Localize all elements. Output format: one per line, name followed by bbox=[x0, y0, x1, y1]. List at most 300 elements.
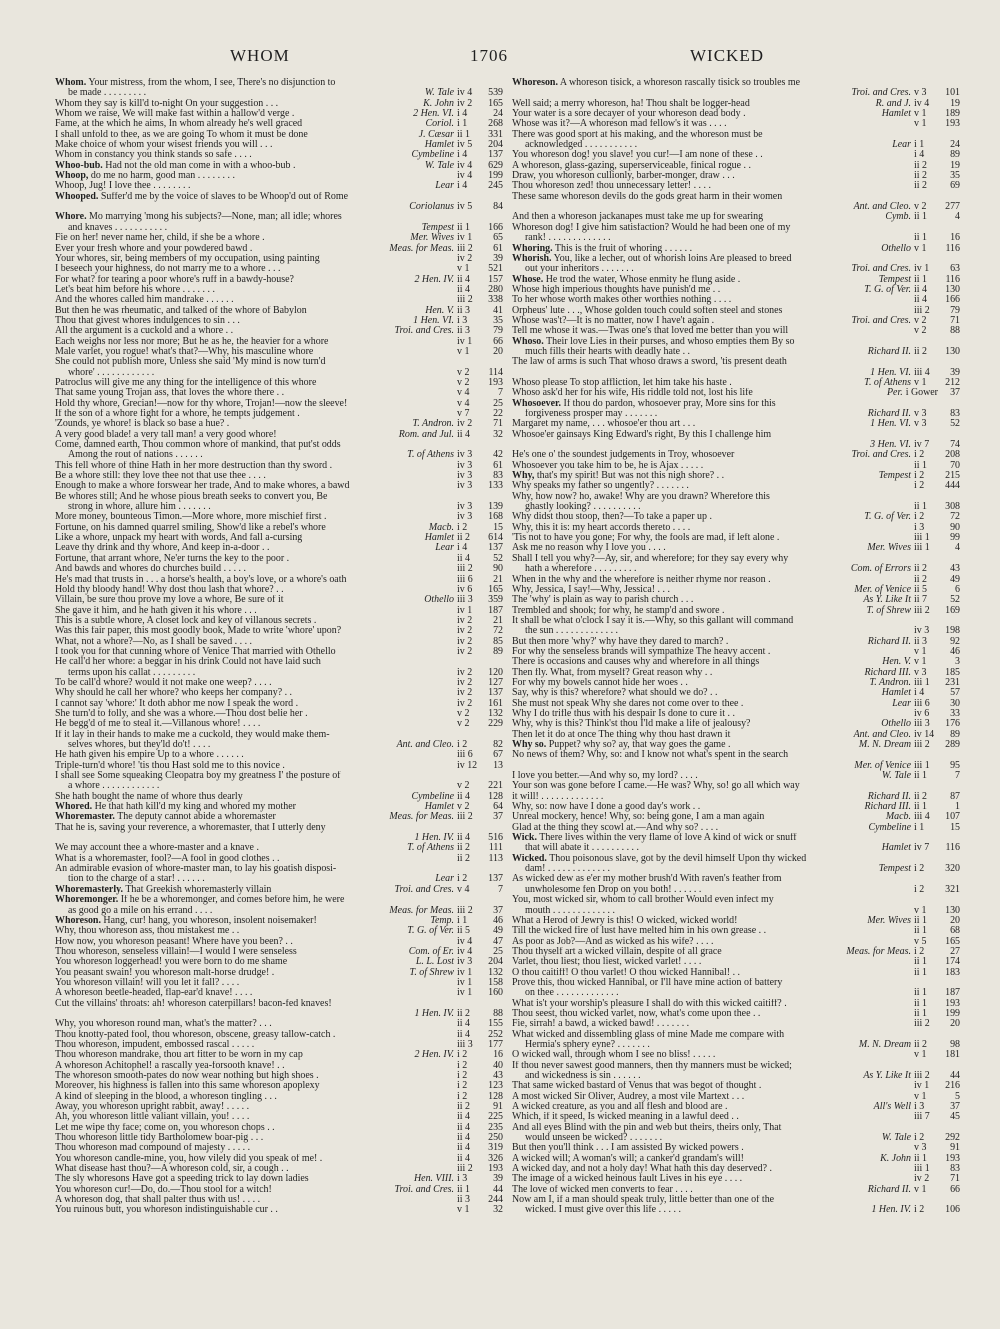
quotation: A kind of sleeping in the blood, a whoreson tingling . . . bbox=[55, 1091, 277, 1102]
headword: Whoo-bub. bbox=[55, 160, 103, 171]
line-number: 37 bbox=[950, 1101, 960, 1113]
act-scene: iv 14 bbox=[914, 728, 935, 740]
line-number: 20 bbox=[950, 914, 960, 926]
act-scene: ii 1 bbox=[914, 956, 927, 968]
concordance-line bbox=[55, 1143, 503, 1153]
play-reference: Hen. VIII. bbox=[413, 1173, 454, 1185]
quotation-text bbox=[512, 471, 875, 481]
line-number: 69 bbox=[950, 180, 960, 192]
quotation-text bbox=[55, 1154, 450, 1164]
concordance-line bbox=[55, 264, 503, 274]
line-number: 95 bbox=[950, 759, 960, 771]
concordance-line bbox=[55, 895, 503, 905]
quotation: Orpheus' lute . . ., Whose golden touch could soften steel and stones bbox=[512, 305, 783, 316]
quotation-text bbox=[55, 750, 450, 760]
quotation: forgiveness prosper may . . . . . . . bbox=[525, 409, 658, 419]
quotation-text bbox=[55, 999, 450, 1009]
quotation-text bbox=[55, 1030, 450, 1040]
concordance-line bbox=[55, 968, 503, 978]
line-number: 130 bbox=[945, 904, 960, 916]
quotation-text bbox=[512, 1185, 864, 1195]
quotation: This is a subtle whore, A closet lock and key of villanous secrets . bbox=[55, 615, 317, 626]
headword: Whoreson. bbox=[55, 915, 101, 926]
quotation: Puppet? why so? ay, that way goes the game . bbox=[548, 740, 731, 750]
quotation: Thou seest, thou wicked varlet, now, what's come upon thee . . bbox=[512, 1008, 761, 1019]
act-scene: i 1 bbox=[914, 139, 925, 151]
act-scene: iii 6 bbox=[914, 697, 930, 709]
act-scene: i 1 bbox=[457, 118, 468, 130]
line-number: 88 bbox=[493, 1007, 503, 1019]
quotation-text bbox=[55, 874, 431, 884]
concordance-line bbox=[55, 957, 503, 967]
line-number: 32 bbox=[493, 1204, 503, 1216]
act-scene: iv 3 bbox=[457, 501, 473, 513]
quotation: For why my bowels cannot hide her woes . . bbox=[512, 677, 688, 688]
line-number: 66 bbox=[493, 335, 503, 347]
line-number: 79 bbox=[493, 325, 503, 337]
quotation: You whoreson candle-mine, you, how vilely did you speak of me! . bbox=[55, 1153, 323, 1164]
concordance-line bbox=[55, 450, 503, 460]
line-number: 27 bbox=[950, 945, 960, 957]
act-scene: i 2 bbox=[457, 873, 468, 885]
concordance-line bbox=[512, 1185, 960, 1195]
act-scene: iv 5 bbox=[457, 201, 473, 213]
act-scene: v 4 bbox=[457, 883, 470, 895]
concordance-line bbox=[55, 854, 503, 864]
quotation-text bbox=[512, 1143, 907, 1153]
quotation-text bbox=[512, 833, 907, 843]
quotation-text bbox=[55, 306, 421, 316]
concordance-line bbox=[512, 947, 960, 957]
quotation-text bbox=[55, 585, 450, 595]
concordance-line bbox=[55, 543, 503, 553]
quotation: She turn'd to folly, and she was a whore.—Thou dost belie her . bbox=[55, 708, 308, 719]
concordance-line bbox=[55, 1185, 503, 1195]
quotation: Among the rout of nations . . . . . . bbox=[68, 450, 203, 461]
quotation: To be call'd whore? would it not make one weep? . . . . bbox=[55, 677, 272, 688]
play-reference: Meas. for Meas. bbox=[389, 811, 454, 823]
line-number: 326 bbox=[488, 1152, 503, 1164]
line-number: 292 bbox=[945, 1132, 960, 1144]
line-number: 280 bbox=[488, 283, 503, 295]
quotation-text bbox=[512, 916, 863, 926]
quotation: An admirable evasion of whore-master man, to lay his goatish disposi- bbox=[55, 864, 337, 875]
quotation-text bbox=[512, 1061, 907, 1071]
act-scene: i 2 bbox=[457, 1090, 468, 1102]
quotation-text bbox=[55, 937, 450, 947]
quotation-text bbox=[55, 202, 405, 212]
quotation: Whoso ask'd her for his wife, His riddle told not, lost his life bbox=[512, 388, 753, 399]
concordance-line bbox=[512, 388, 960, 398]
quotation: as good go a mile on his errand . . . . bbox=[68, 905, 213, 916]
act-scene: iv 12 bbox=[457, 759, 478, 771]
concordance-line bbox=[55, 564, 503, 574]
line-number: 15 bbox=[950, 821, 960, 833]
line-number: 204 bbox=[488, 956, 503, 968]
act-scene: v 1 bbox=[914, 242, 927, 254]
quotation: As poor as Job?—And as wicked as his wife? . . . . bbox=[512, 936, 714, 947]
act-scene: iii 2 bbox=[914, 1070, 930, 1081]
play-reference: Hamlet bbox=[424, 801, 454, 813]
concordance-line bbox=[512, 1009, 960, 1019]
quotation-text bbox=[55, 192, 450, 202]
quotation-text bbox=[512, 668, 860, 678]
concordance-line bbox=[55, 471, 503, 481]
quotation: Why speaks my father so ungently? . . . . . . . bbox=[512, 481, 689, 492]
quotation-text bbox=[512, 295, 907, 305]
right-column bbox=[512, 78, 960, 1318]
quotation-text bbox=[512, 606, 863, 616]
act-scene: ii 4 bbox=[457, 1152, 470, 1164]
quotation-text bbox=[512, 1205, 867, 1215]
concordance-line bbox=[512, 699, 960, 709]
concordance-line bbox=[512, 419, 960, 429]
line-number bbox=[938, 895, 960, 905]
play-reference: T. G. of Ver. bbox=[407, 925, 454, 937]
line-number: 42 bbox=[493, 449, 503, 461]
act-scene: i 4 bbox=[914, 149, 925, 161]
play-reference: Macb. bbox=[428, 521, 454, 533]
concordance-line bbox=[512, 233, 960, 243]
quotation: Why, this it is: my heart accords thereto . . . . bbox=[512, 522, 691, 533]
concordance-line bbox=[55, 1112, 503, 1122]
quotation-text bbox=[55, 637, 450, 647]
quotation: Thou whoreson little tidy Bartholomew boar-pig . . . bbox=[55, 1133, 264, 1144]
quotation-text bbox=[55, 564, 450, 574]
line-number: 15 bbox=[493, 521, 503, 533]
line-number: 39 bbox=[950, 366, 960, 378]
act-scene: ii 2 bbox=[457, 532, 470, 544]
concordance-line bbox=[55, 233, 503, 243]
act-scene: ii 2 bbox=[914, 573, 927, 585]
act-scene: iv 1 bbox=[914, 1080, 930, 1092]
concordance-line bbox=[55, 740, 503, 750]
concordance-line bbox=[55, 1030, 503, 1040]
act-scene: ii 1 bbox=[914, 232, 927, 244]
concordance-line bbox=[55, 430, 503, 440]
quotation: Unreal mockery, hence! Why, so: being gone, I am a man again bbox=[512, 812, 765, 823]
concordance-line bbox=[55, 843, 503, 853]
quotation-text bbox=[55, 119, 422, 129]
play-reference: Troi. and Cres. bbox=[851, 263, 911, 275]
quotation-text bbox=[55, 988, 450, 998]
quotation-text bbox=[55, 440, 450, 450]
quotation-text bbox=[55, 606, 450, 616]
play-reference: Mer. Wives bbox=[867, 914, 911, 926]
quotation: Triple-turn'd whore! 'tis thou Hast sold me to this novice . bbox=[55, 760, 285, 771]
line-number: 87 bbox=[950, 790, 960, 802]
quotation: and knaves . . . . . . . . . . . bbox=[68, 222, 168, 233]
concordance-line bbox=[55, 285, 503, 295]
headword: Whoremonger. bbox=[55, 895, 119, 906]
quotation-text bbox=[55, 771, 450, 781]
line-number: 221 bbox=[488, 780, 503, 792]
concordance-line bbox=[512, 1019, 960, 1029]
quotation-text bbox=[55, 337, 450, 347]
act-scene: i 3 bbox=[457, 314, 468, 326]
line-number: 133 bbox=[488, 480, 503, 492]
quotation: much fills their hearts with deadly hate . . bbox=[525, 346, 691, 357]
act-scene: ii 2 bbox=[914, 159, 927, 171]
quotation-text bbox=[55, 368, 450, 378]
act-scene: ii 2 bbox=[457, 842, 470, 854]
quotation: Your whores, sir, being members of my occupation, using painting bbox=[55, 253, 320, 264]
line-number: 132 bbox=[488, 966, 503, 978]
quotation: She could not publish more, Unless she said 'My mind is now turn'd bbox=[55, 357, 326, 368]
quotation-text bbox=[512, 947, 842, 957]
quotation: Your mistress, from the whom, I see, There's no disjunction to bbox=[88, 78, 336, 88]
quotation-text bbox=[55, 512, 450, 522]
line-number: 231 bbox=[945, 676, 960, 688]
line-number: 7 bbox=[955, 770, 960, 782]
quotation: Villain, be sure thou prove my love a whore, Be sure of it bbox=[55, 595, 284, 606]
act-scene: iv 6 bbox=[457, 583, 473, 595]
quotation-text bbox=[55, 1123, 450, 1133]
play-reference: R. and J. bbox=[875, 97, 911, 109]
act-scene: ii 4 bbox=[457, 1111, 470, 1123]
line-number: 25 bbox=[493, 397, 503, 409]
quotation-text bbox=[512, 244, 877, 254]
line-number: 49 bbox=[950, 573, 960, 585]
quotation-text bbox=[512, 275, 875, 285]
line-number: 21 bbox=[493, 573, 503, 585]
quotation-text bbox=[55, 864, 450, 874]
line-number: 49 bbox=[493, 925, 503, 937]
headword: Whooped. bbox=[55, 191, 99, 202]
concordance-line bbox=[512, 223, 960, 233]
quotation: Why, you whoreson round man, what's the matter? . . . bbox=[55, 1019, 272, 1030]
concordance-line bbox=[55, 678, 503, 688]
act-scene: ii 4 bbox=[457, 552, 470, 564]
quotation: Glad at the thing they scowl at.—And why so? . . . . bbox=[512, 822, 719, 833]
act-scene: iv 2 bbox=[457, 645, 473, 657]
quotation: He's one o' the soundest judgements in Troy, whosoever bbox=[512, 450, 735, 461]
play-reference: T. of Athens bbox=[407, 842, 454, 854]
quotation: Their love Lies in their purses, and whoso empties them By so bbox=[546, 336, 795, 347]
quotation-text bbox=[55, 978, 450, 988]
line-number: 35 bbox=[950, 170, 960, 182]
line-number: 614 bbox=[488, 532, 503, 544]
line-number bbox=[481, 895, 503, 905]
line-number: 90 bbox=[950, 521, 960, 533]
quotation: Your son was gone before I came.—He was? Why, so! go all which way bbox=[512, 781, 800, 792]
play-reference: Lear bbox=[892, 139, 911, 151]
quotation-text bbox=[512, 750, 907, 760]
play-reference: Com. of Errors bbox=[850, 563, 911, 575]
line-number: 5 bbox=[955, 1090, 960, 1102]
quotation-text bbox=[55, 792, 408, 802]
quotation-text bbox=[55, 668, 450, 678]
quotation: tion to the charge of a star! . . . . . . bbox=[68, 874, 205, 885]
quotation: Shall I tell you why?—Ay, sir, and wherefore; for they say every why bbox=[512, 553, 789, 564]
concordance-line bbox=[512, 1133, 960, 1143]
quotation-text bbox=[55, 295, 450, 305]
line-number: 45 bbox=[950, 1111, 960, 1123]
quotation: strong in whore, allure him . . . . . . . bbox=[68, 502, 211, 513]
concordance-line bbox=[512, 978, 960, 988]
act-scene: iv 2 bbox=[457, 418, 473, 430]
line-number: 187 bbox=[488, 604, 503, 616]
quotation: The whoreson smooth-pates do now wear nothing but high shoes . bbox=[55, 1071, 319, 1081]
act-scene: ii 1 bbox=[914, 914, 927, 926]
act-scene: ii 4 bbox=[457, 1142, 470, 1154]
concordance-line bbox=[55, 595, 503, 605]
quotation: Be whores still; And he whose pious breath seeks to convert you, Be bbox=[55, 491, 328, 502]
line-number: 91 bbox=[493, 1101, 503, 1113]
concordance-line bbox=[512, 1040, 960, 1050]
concordance-line bbox=[512, 864, 960, 874]
quotation: She hath bought the name of whore thus dearly bbox=[55, 791, 243, 802]
concordance-line bbox=[512, 109, 960, 119]
concordance-line bbox=[512, 481, 960, 491]
act-scene: v 3 bbox=[914, 87, 927, 99]
concordance-line bbox=[55, 1102, 503, 1112]
line-number: 216 bbox=[945, 1080, 960, 1092]
line-number: 39 bbox=[493, 252, 503, 264]
page-header bbox=[0, 46, 1000, 70]
line-number: 165 bbox=[488, 97, 503, 109]
quotation: Margaret my name, . . . whosoe'er thou art . . . bbox=[512, 419, 696, 430]
act-scene: ii 3 bbox=[914, 635, 927, 647]
quotation-text bbox=[55, 843, 403, 853]
quotation-text bbox=[512, 1164, 907, 1174]
quotation: Then let it do at once The thing why thou hast drawn it bbox=[512, 729, 731, 740]
quotation: There is occasions and causes why and wherefore in all things bbox=[512, 657, 760, 668]
act-scene: ii 4 bbox=[457, 832, 470, 844]
quotation: Why should he call her whore? who keeps her company? . . bbox=[55, 688, 293, 699]
line-number: 244 bbox=[488, 1194, 503, 1206]
line-number: 99 bbox=[950, 532, 960, 544]
headword: Whoremasterly. bbox=[55, 884, 123, 895]
play-reference: Hamlet bbox=[881, 687, 911, 699]
act-scene: iv 1 bbox=[457, 604, 473, 616]
line-number: 212 bbox=[945, 376, 960, 388]
headword: Whorish. bbox=[512, 253, 552, 264]
act-scene: iv 4 bbox=[457, 170, 473, 182]
quotation-text bbox=[512, 306, 907, 316]
act-scene: v 1 bbox=[914, 1183, 927, 1195]
line-number: 88 bbox=[950, 325, 960, 337]
quotation-text bbox=[55, 161, 421, 171]
quotation-text bbox=[55, 906, 385, 916]
page-number: 1706 bbox=[470, 46, 508, 65]
act-scene: v 7 bbox=[457, 408, 470, 419]
quotation-text bbox=[55, 1009, 410, 1019]
concordance-line bbox=[512, 885, 960, 895]
quotation-text bbox=[512, 1081, 907, 1091]
quotation-text bbox=[512, 792, 864, 802]
quotation-text bbox=[512, 1195, 907, 1205]
quotation: that's my spirit! But was not this nigh shore? . . bbox=[536, 471, 725, 482]
line-number: 208 bbox=[945, 449, 960, 461]
quotation: hath a wherefore . . . . . . . . . bbox=[525, 564, 637, 575]
act-scene: i 3 bbox=[914, 1101, 925, 1113]
quotation: Varlet, thou liest; thou liest, wicked varlet! . . . . bbox=[512, 957, 702, 968]
act-scene: ii 4 bbox=[457, 1121, 470, 1133]
concordance-line bbox=[512, 1154, 960, 1164]
line-number: 137 bbox=[488, 873, 503, 885]
concordance-line bbox=[55, 347, 503, 357]
line-number: 107 bbox=[945, 811, 960, 823]
quotation-text bbox=[512, 523, 907, 533]
line-number: 155 bbox=[488, 1018, 503, 1030]
quotation: Ah, you whoreson little valiant villain, you! . . . . bbox=[55, 1112, 250, 1123]
quotation: He's mad that trusts in . . . a horse's health, a boy's love, or a whore's oath bbox=[55, 574, 347, 585]
quotation-text bbox=[512, 202, 850, 212]
quotation: Why I do trifle thus with his despair Is done to cure it . . bbox=[512, 708, 735, 719]
quotation-text bbox=[55, 275, 410, 285]
quotation: Enough to make a whore forswear her trade, And to make whores, a bawd bbox=[55, 481, 350, 492]
play-reference: T. of Shrew bbox=[409, 966, 454, 978]
line-number: 83 bbox=[950, 408, 960, 419]
quotation-text bbox=[512, 1040, 855, 1050]
play-reference: Hamlet bbox=[424, 139, 454, 151]
quotation: Cut the villains' throats: ah! whoreson caterpillars! bacon-fed knaves! bbox=[55, 998, 332, 1009]
concordance-line bbox=[55, 750, 503, 760]
concordance-line bbox=[512, 1071, 960, 1081]
line-number: 83 bbox=[493, 470, 503, 482]
quotation: Thou whoreson, senseless villain!—I would I were senseless bbox=[55, 946, 297, 957]
act-scene: iv 1 bbox=[457, 966, 473, 978]
act-scene: iv 1 bbox=[457, 987, 473, 999]
act-scene: iv 2 bbox=[457, 676, 473, 688]
line-number: 16 bbox=[493, 1049, 503, 1061]
line-number: 130 bbox=[945, 345, 960, 357]
line-number: 166 bbox=[488, 221, 503, 233]
quotation: Hold thy bloody hand! Why dost thou lash that whore? . . bbox=[55, 584, 284, 595]
quotation-text bbox=[512, 1154, 876, 1164]
concordance-line bbox=[55, 181, 503, 191]
act-scene: v 2 bbox=[457, 780, 470, 792]
quotation-text bbox=[512, 1112, 907, 1122]
concordance-line bbox=[55, 326, 503, 336]
quotation: As wicked dew as e'er my mother brush'd With raven's feather from bbox=[512, 874, 782, 885]
quotation: All the argument is a cuckold and a whore . . bbox=[55, 326, 234, 337]
line-number: 41 bbox=[493, 304, 503, 316]
quotation-text bbox=[55, 316, 409, 326]
quotation-text bbox=[55, 1133, 450, 1143]
quotation-text bbox=[55, 233, 406, 243]
quotation-text bbox=[55, 399, 450, 409]
play-reference: T. of Athens bbox=[864, 376, 911, 388]
concordance-line bbox=[55, 481, 503, 491]
act-scene: ii 5 bbox=[457, 925, 470, 937]
quotation-text bbox=[55, 926, 403, 936]
headword: Why, bbox=[512, 471, 535, 482]
concordance-line bbox=[512, 564, 960, 574]
concordance-line bbox=[512, 119, 960, 129]
line-number: 277 bbox=[945, 201, 960, 213]
quotation: How now, you whoreson peasant! Where have you been? . . bbox=[55, 936, 293, 947]
act-scene: iii 2 bbox=[914, 1018, 930, 1030]
act-scene: iv 3 bbox=[457, 459, 473, 471]
quotation-text bbox=[512, 99, 872, 109]
quotation: Thou poisonous slave, got by the devil himself Upon thy wicked bbox=[549, 853, 807, 864]
quotation-text bbox=[55, 833, 410, 843]
line-number: 169 bbox=[945, 604, 960, 616]
play-reference: As Y. Like It bbox=[863, 594, 911, 606]
quotation: The deputy cannot abide a whoremaster bbox=[117, 812, 276, 823]
quotation: It shall be what o'clock I say it is.—Why, so this gallant will command bbox=[512, 615, 794, 626]
quotation-text bbox=[512, 719, 877, 729]
quotation: ghastly looking? . . . . . . . . . . bbox=[525, 502, 641, 513]
line-number: 177 bbox=[488, 1038, 503, 1050]
line-number: 321 bbox=[945, 883, 960, 895]
quotation-text bbox=[512, 233, 907, 243]
quotation-text bbox=[55, 916, 426, 926]
line-number: 229 bbox=[488, 718, 503, 730]
act-scene: i 2 bbox=[914, 449, 925, 461]
